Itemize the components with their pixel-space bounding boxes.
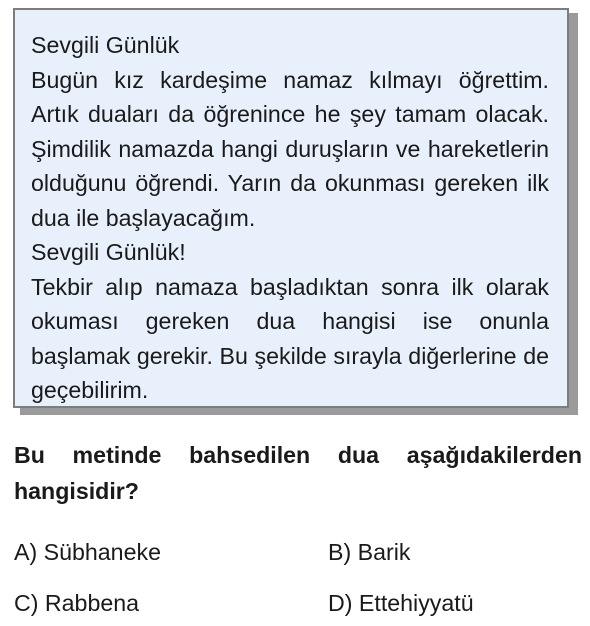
option-b[interactable]: B) Barik — [328, 539, 411, 565]
diary-text-box — [13, 8, 569, 408]
diary-heading-2: Sevgili Günlük! — [31, 239, 186, 265]
diary-heading-1: Sevgili Günlük — [31, 32, 180, 58]
option-a[interactable]: A) Sübhaneke — [14, 539, 161, 565]
diary-paragraph-2: Tekbir alıp namaza başladıktan sonra ilk olarak okuması gereken dua hangisi ise onunla başlamak gerekir. Bu şekilde sırayla diğerlerine de geçebilirim. — [31, 273, 549, 403]
question-text: Bu metinde bahsedilen dua aşağıdakilerden hangisidir? — [14, 442, 582, 504]
diary-paragraph-1: Bugün kız kardeşime namaz kılmayı öğrettim. Artık duaları da öğrenince he şey tamam olacak. Şimdilik namazda hangi duruşların ve hareketlerin olduğunu öğrendi. Yarın da okunması gereken ilk dua ile başlayacağım. — [31, 66, 549, 231]
option-c[interactable]: C) Rabbena — [14, 590, 140, 616]
option-d[interactable]: D) Ettehiyyatü — [328, 590, 474, 616]
